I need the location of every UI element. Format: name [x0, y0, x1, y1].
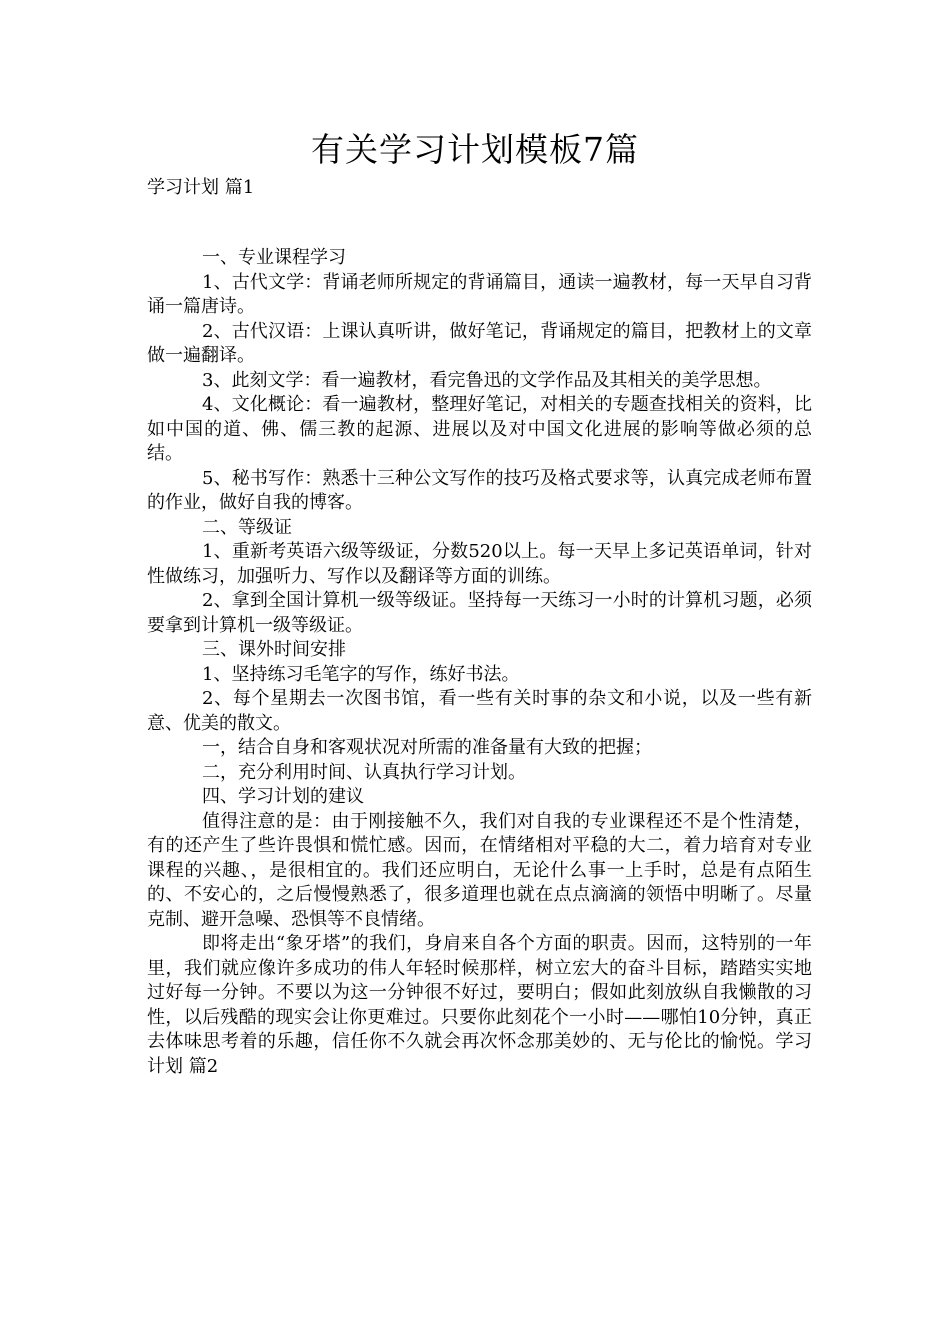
body-paragraph: 值得注意的是：由于刚接触不久，我们对自我的专业课程还不是个性清楚，有的还产生了些许畏惧和慌忙感。因而，在情绪相对平稳的大二，着力培育对专业课程的兴趣、，是很相宜的。我们还应明白，无论什么事一上手时，总是有点陌生的、不安心的，之后慢慢熟悉了，很多道理也就在点点滴滴的领悟中明晰了。尽量克制、避开急噪、恐惧等不良情绪。 [147, 810, 812, 930]
body-paragraph: 2、每个星期去一次图书馆，看一些有关时事的杂文和小说，以及一些有新意、优美的散文。 [147, 688, 812, 734]
body-paragraph: 二，充分利用时间、认真执行学习计划。 [202, 761, 526, 783]
body-paragraph: 3、此刻文学：看一遍教材，看完鲁迅的文学作品及其相关的美学思想。 [202, 369, 772, 391]
body-paragraph: 四、学习计划的建议 [202, 786, 364, 807]
body-paragraph: 一、专业课程学习 [202, 247, 346, 268]
body-paragraph: 一，结合自身和客观状况对所需的准备量有大致的把握； [202, 737, 652, 758]
body-paragraph: 5、秘书写作：熟悉十三种公文写作的技巧及格式要求等，认真完成老师布置的作业，做好自我的博客。 [147, 467, 812, 513]
body-paragraph: 2、拿到全国计算机一级等级证。坚持每一天练习一小时的计算机习题，必须要拿到计算机一级等级证。 [147, 590, 812, 636]
body-paragraph: 4、文化概论：看一遍教材，整理好笔记，对相关的专题查找相关的资料，比如中国的道、佛、儒三教的起源、进展以及对中国文化进展的影响等做必须的总结。 [147, 394, 812, 464]
body-paragraph: 即将走出“象牙塔”的我们，身肩来自各个方面的职责。因而，这特别的一年里，我们就应像许多成功的伟人年轻时候那样，树立宏大的奋斗目标，踏踏实实地过好每一分钟。不要以为这一分钟很不好过，要明白；假如此刻放纵自我懒散的习性，以后残酷的现实会让你更难过。只要你此刻花个一小时——哪怕10分钟，真正去体味思考着的乐趣，信任你不久就会再次怀念那美妙的、无与伦比的愉悦。学习计划 篇2 [147, 933, 812, 1077]
body-paragraph: 三、课外时间安排 [202, 639, 346, 660]
body-paragraph: 二、等级证 [202, 516, 292, 538]
section-heading: 学习计划 篇1 [147, 177, 255, 198]
body-paragraph: 2、古代汉语：上课认真听讲，做好笔记，背诵规定的篇目，把教材上的文章做一遍翻译。 [147, 320, 812, 366]
body-paragraph: 1、古代文学：背诵老师所规定的背诵篇目，通读一遍教材，每一天早自习背诵一篇唐诗。 [147, 271, 812, 317]
document-title: 有关学习计划模板7篇 [311, 130, 639, 169]
body-paragraph: 1、重新考英语六级等级证，分数520以上。每一天早上多记英语单词，针对性做练习，加强听力、写作以及翻译等方面的训练。 [147, 541, 812, 587]
body-paragraph: 1、坚持练习毛笔字的写作，练好书法。 [202, 663, 520, 685]
document-body [147, 246, 812, 1079]
